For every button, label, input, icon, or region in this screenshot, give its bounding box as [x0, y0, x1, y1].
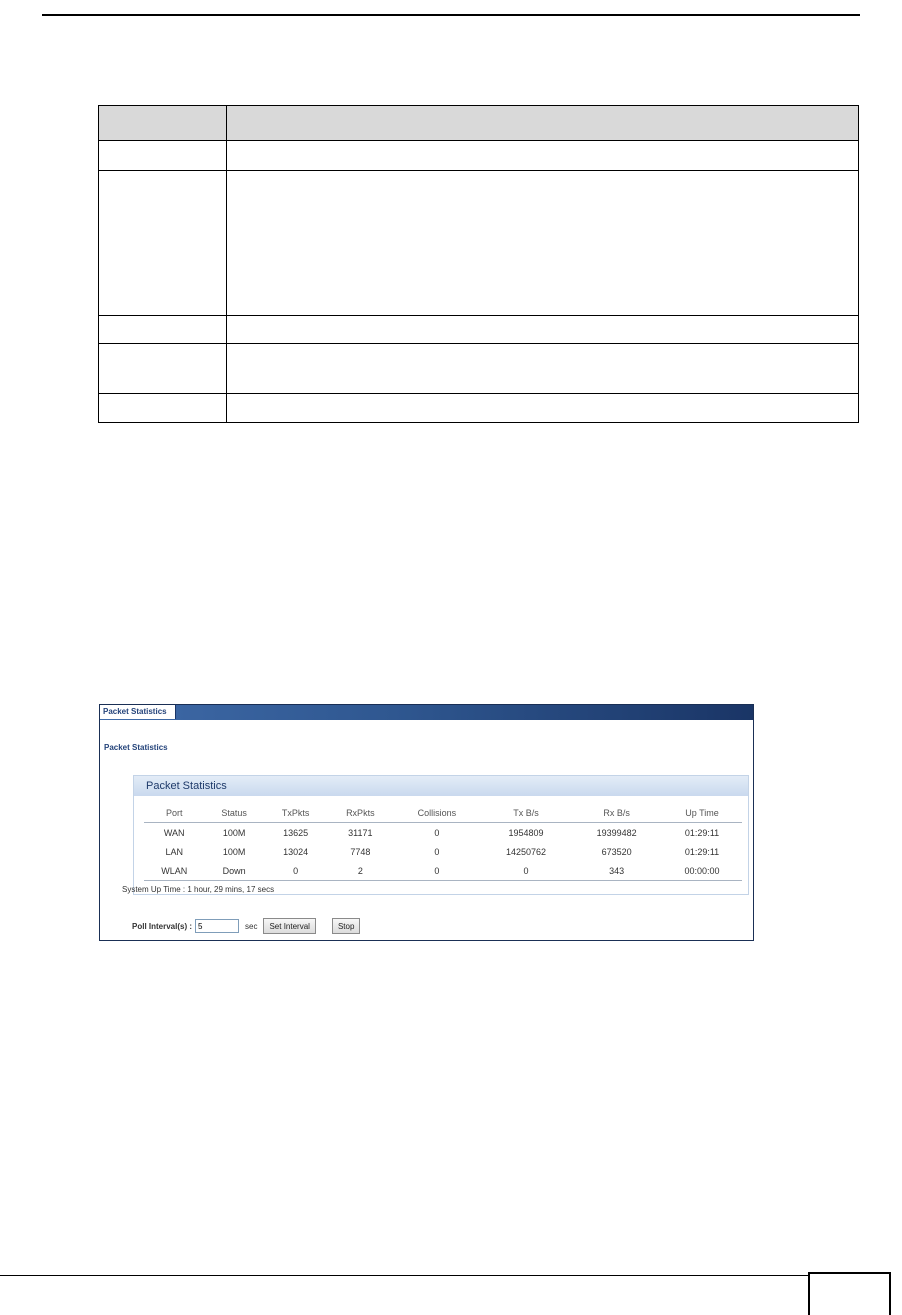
- document-table-row: [99, 316, 859, 344]
- cell-up-time: 01:29:11: [684, 846, 720, 857]
- cell-txpkts: 13625: [283, 827, 309, 838]
- cell-txpkts: 13024: [283, 846, 309, 857]
- tab-packet-statistics[interactable]: Packet Statistics: [100, 705, 176, 719]
- cell-tx-bs: 14250762: [505, 846, 546, 857]
- cell-txpkts: 0: [264, 861, 328, 881]
- cell-collisions: 0: [434, 827, 440, 838]
- column-header-rx-bs: Rx B/s: [571, 803, 662, 823]
- cell-tx-bs: 1954809: [508, 827, 544, 838]
- table-row: [144, 861, 742, 881]
- table-row: [144, 842, 742, 861]
- document-table-row: [99, 141, 859, 171]
- table-row: [144, 823, 742, 843]
- header-rule: [42, 14, 860, 16]
- cell-tx-bs: 0: [481, 861, 572, 881]
- table-header-row: [144, 803, 742, 823]
- stop-button[interactable]: Stop: [332, 918, 360, 934]
- cell-status: 100M: [222, 827, 246, 838]
- cell-collisions: 0: [393, 861, 480, 881]
- cell-rx-bs: 343: [571, 861, 662, 881]
- cell-collisions: 0: [434, 846, 440, 857]
- tab-bar: [100, 705, 753, 720]
- poll-interval-unit: sec: [245, 921, 258, 931]
- column-header-port: Port: [144, 803, 204, 823]
- cell-rxpkts: 7748: [350, 846, 371, 857]
- packet-statistics-table: [144, 803, 742, 881]
- poll-interval-row: [132, 917, 376, 935]
- cell-rx-bs: 19399482: [596, 827, 637, 838]
- column-header-txpkts: TxPkts: [264, 803, 328, 823]
- packet-statistics-box: [133, 775, 749, 895]
- cell-port: WLAN: [144, 861, 204, 881]
- set-interval-button[interactable]: Set Interval: [263, 918, 315, 934]
- box-title: Packet Statistics: [134, 776, 748, 796]
- panel-title: Packet Statistics: [104, 743, 168, 752]
- cell-status: Down: [204, 861, 263, 881]
- column-header-rxpkts: RxPkts: [327, 803, 393, 823]
- cell-status: 100M: [222, 846, 246, 857]
- cell-up-time: 01:29:11: [684, 827, 720, 838]
- document-table-header: [99, 106, 859, 141]
- cell-rxpkts: 31171: [348, 827, 373, 838]
- cell-rxpkts: 2: [327, 861, 393, 881]
- poll-interval-input[interactable]: [195, 919, 239, 933]
- cell-port: WAN: [163, 827, 185, 838]
- footer-rule: [0, 1275, 808, 1276]
- cell-port: LAN: [165, 846, 183, 857]
- document-table-row: [99, 344, 859, 394]
- column-header-tx-bs: Tx B/s: [481, 803, 572, 823]
- packet-statistics-screen: [99, 704, 754, 941]
- document-table: [98, 105, 859, 423]
- system-up-time: System Up Time : 1 hour, 29 mins, 17 secs: [122, 885, 275, 894]
- cell-rx-bs: 673520: [601, 846, 632, 857]
- column-header-status: Status: [204, 803, 263, 823]
- document-table-row: [99, 171, 859, 316]
- cell-up-time: 00:00:00: [662, 861, 742, 881]
- page-number-box: [808, 1272, 891, 1315]
- poll-interval-label: Poll Interval(s) :: [132, 921, 193, 931]
- column-header-up-time: Up Time: [662, 803, 742, 823]
- column-header-collisions: Collisions: [393, 803, 480, 823]
- document-table-row: [99, 394, 859, 423]
